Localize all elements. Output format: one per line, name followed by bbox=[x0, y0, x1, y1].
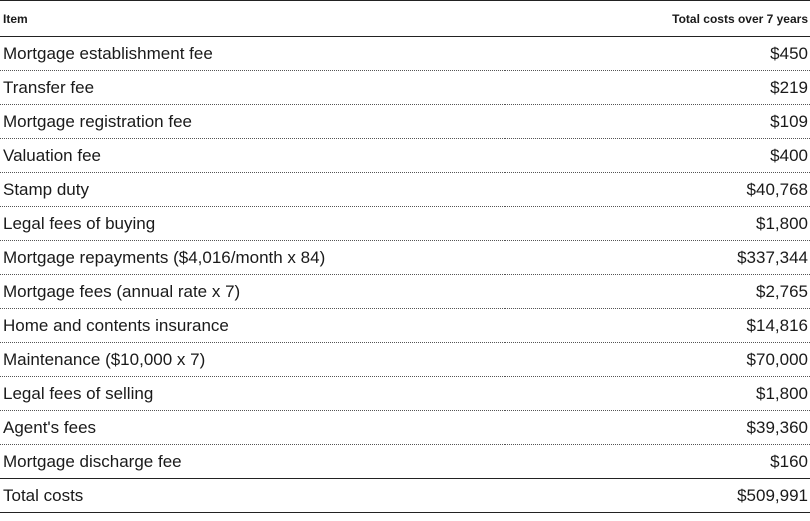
table-row bbox=[0, 207, 810, 241]
row-item: Legal fees of buying bbox=[0, 207, 505, 241]
table-row bbox=[0, 139, 810, 173]
total-row bbox=[0, 479, 810, 513]
row-item: Mortgage establishment fee bbox=[0, 37, 505, 71]
table-row bbox=[0, 411, 810, 445]
row-value: $1,800 bbox=[505, 207, 810, 241]
table-row bbox=[0, 241, 810, 275]
row-item: Valuation fee bbox=[0, 139, 505, 173]
row-item: Transfer fee bbox=[0, 71, 505, 105]
row-value: $39,360 bbox=[505, 411, 810, 445]
row-value: $109 bbox=[505, 105, 810, 139]
row-value: $70,000 bbox=[505, 343, 810, 377]
row-value: $1,800 bbox=[505, 377, 810, 411]
row-item: Legal fees of selling bbox=[0, 377, 505, 411]
row-item: Mortgage repayments ($4,016/month x 84) bbox=[0, 241, 505, 275]
table-row bbox=[0, 343, 810, 377]
row-item: Mortgage fees (annual rate x 7) bbox=[0, 275, 505, 309]
row-item: Stamp duty bbox=[0, 173, 505, 207]
row-item: Mortgage discharge fee bbox=[0, 445, 505, 479]
table-body bbox=[0, 37, 810, 513]
row-value: $400 bbox=[505, 139, 810, 173]
table-row bbox=[0, 309, 810, 343]
row-item: Agent's fees bbox=[0, 411, 505, 445]
row-value: $14,816 bbox=[505, 309, 810, 343]
header-total: Total costs over 7 years bbox=[505, 1, 810, 37]
table-row bbox=[0, 105, 810, 139]
total-label: Total costs bbox=[0, 479, 505, 513]
table-row bbox=[0, 37, 810, 71]
table-row bbox=[0, 173, 810, 207]
row-value: $160 bbox=[505, 445, 810, 479]
row-value: $337,344 bbox=[505, 241, 810, 275]
table-row bbox=[0, 71, 810, 105]
row-item: Mortgage registration fee bbox=[0, 105, 505, 139]
row-item: Home and contents insurance bbox=[0, 309, 505, 343]
row-item: Maintenance ($10,000 x 7) bbox=[0, 343, 505, 377]
table-row bbox=[0, 445, 810, 479]
row-value: $219 bbox=[505, 71, 810, 105]
header-item: Item bbox=[0, 1, 505, 37]
total-value: $509,991 bbox=[505, 479, 810, 513]
table-header bbox=[0, 1, 810, 37]
row-value: $450 bbox=[505, 37, 810, 71]
table-row bbox=[0, 377, 810, 411]
table-row bbox=[0, 275, 810, 309]
header-row bbox=[0, 1, 810, 37]
row-value: $2,765 bbox=[505, 275, 810, 309]
row-value: $40,768 bbox=[505, 173, 810, 207]
